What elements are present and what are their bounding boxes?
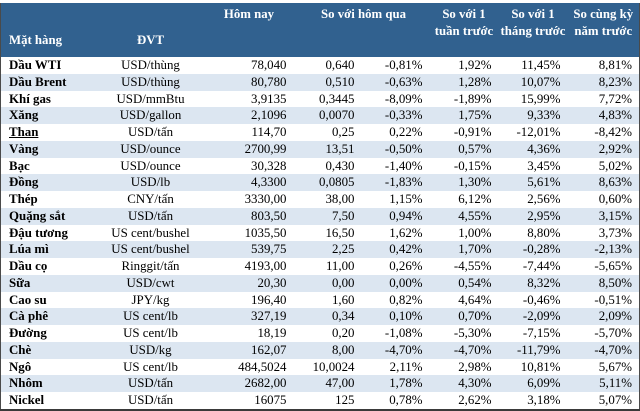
commodity-name-cell: Cà phê	[9, 309, 49, 324]
header-vs-week: So với 1 tuần trước	[430, 3, 499, 57]
day-change-cell: 11,00	[325, 259, 355, 274]
day-change-cell: 0,20	[331, 326, 355, 341]
week-pct-cell: -4,55%	[453, 259, 492, 274]
week-pct-cell: -4,70%	[453, 342, 492, 357]
commodity-name-cell: Sữa	[9, 275, 31, 290]
day-pct-cell: 0,22%	[389, 125, 423, 140]
year-pct-cell: 7,72%	[598, 91, 632, 106]
today-value-cell: 3,9135	[251, 91, 287, 106]
day-pct-cell: 1,78%	[389, 376, 423, 391]
commodity-name-cell: Đậu tương	[9, 225, 68, 240]
today-value-cell: 327,19	[251, 309, 287, 324]
day-change-cell: 0,3445	[319, 91, 355, 106]
day-change-cell: 0,430	[325, 158, 355, 173]
year-pct-cell: -0,51%	[594, 292, 632, 307]
header-vs-year: So cùng kỳ năm trước	[568, 3, 640, 57]
table-row	[1, 141, 640, 158]
header-vs-yesterday: So với hôm qua	[298, 3, 430, 57]
unit-cell: USD/gallon	[119, 108, 182, 123]
today-value-cell: 20,30	[257, 275, 287, 290]
table-row	[1, 208, 640, 225]
table-row	[1, 225, 640, 242]
month-pct-cell: -0,28%	[522, 242, 561, 257]
month-pct-cell: 9,33%	[527, 108, 561, 123]
week-pct-cell: 1,92%	[458, 58, 492, 73]
day-change-cell: 47,00	[325, 376, 355, 391]
week-pct-cell: 1,30%	[458, 175, 492, 190]
month-pct-cell: -7,15%	[522, 326, 561, 341]
year-pct-cell: 8,23%	[598, 74, 632, 89]
day-pct-cell: 0,00%	[389, 275, 423, 290]
week-pct-cell: 1,28%	[458, 74, 492, 89]
commodity-name-cell: Chè	[9, 342, 32, 357]
day-pct-cell: -1,83%	[384, 175, 423, 190]
commodity-name-cell: Ngô	[9, 359, 32, 374]
month-pct-cell: 2,56%	[527, 192, 561, 207]
day-pct-cell: 2,11%	[389, 359, 423, 374]
week-pct-cell: -5,30%	[453, 326, 492, 341]
day-change-cell: 38,00	[325, 192, 355, 207]
day-change-cell: 0,0805	[319, 175, 355, 190]
year-pct-cell: 3,73%	[598, 225, 632, 240]
day-change-cell: 0,0070	[319, 108, 355, 123]
commodity-name-cell: Dầu Brent	[9, 74, 67, 89]
year-pct-cell: 5,67%	[598, 359, 632, 374]
table-row	[1, 91, 640, 108]
day-change-cell: 16,50	[325, 225, 355, 240]
week-pct-cell: 4,55%	[458, 208, 492, 223]
day-pct-cell: -8,09%	[384, 91, 423, 106]
today-value-cell: 484,5024	[238, 359, 287, 374]
commodity-name-cell: Đường	[9, 326, 47, 341]
day-change-cell: 1,60	[331, 292, 355, 307]
commodity-name-cell	[1, 124, 101, 141]
today-value-cell: 78,040	[251, 58, 287, 73]
commodity-name-cell: Bạc	[9, 158, 30, 173]
day-pct-cell: -0,63%	[384, 74, 423, 89]
table-row	[1, 342, 640, 359]
table-row	[1, 174, 640, 191]
table-row	[1, 292, 640, 309]
commodity-name-cell: Nhôm	[9, 376, 43, 391]
table-body	[1, 57, 640, 410]
today-value-cell: 2700,99	[244, 141, 287, 156]
unit-cell: USD/thùng	[121, 58, 180, 73]
month-pct-cell: 11,45%	[521, 58, 561, 73]
table-row	[1, 258, 640, 275]
week-pct-cell: 0,54%	[458, 275, 492, 290]
unit-cell: USD/cwt	[126, 275, 175, 290]
day-change-cell: 0,34	[331, 309, 355, 324]
year-pct-cell: 0,60%	[598, 192, 632, 207]
month-pct-cell: -11,79%	[516, 342, 561, 357]
unit-cell: US cent/lb	[123, 359, 178, 374]
unit-cell: US cent/bushel	[111, 225, 190, 240]
month-pct-cell: 10,81%	[520, 359, 561, 374]
today-value-cell: 2,1096	[251, 108, 287, 123]
day-pct-cell: 0,94%	[389, 208, 423, 223]
table-header	[1, 3, 640, 57]
commodity-name-cell: Lúa mì	[9, 242, 49, 257]
day-pct-cell: -1,40%	[384, 158, 423, 173]
year-pct-cell: 4,83%	[598, 108, 632, 123]
day-change-cell: 10,0024	[312, 359, 355, 374]
unit-cell: CNY/tấn	[127, 192, 174, 207]
day-change-cell: 7,50	[331, 208, 355, 223]
day-change-cell: 8,00	[331, 342, 355, 357]
unit-cell: USD/kg	[129, 342, 172, 357]
day-pct-cell: 0,82%	[389, 292, 423, 307]
unit-cell: USD/lb	[130, 175, 171, 190]
day-pct-cell: 0,26%	[389, 259, 423, 274]
day-change-cell: 13,51	[325, 141, 355, 156]
month-pct-cell: -0,46%	[522, 292, 561, 307]
day-change-cell: 2,25	[331, 242, 355, 257]
today-value-cell: 4193,00	[244, 259, 287, 274]
commodity-name-cell: Khí gas	[9, 91, 51, 106]
day-pct-cell: -0,81%	[384, 58, 423, 73]
commodity-name-cell: Quặng sắt	[9, 208, 66, 223]
month-pct-cell: 2,95%	[527, 208, 561, 223]
unit-cell: USD/tấn	[127, 393, 174, 407]
week-pct-cell: 0,70%	[458, 309, 492, 324]
unit-cell: USD/tấn	[127, 208, 174, 223]
header-vs-month: So với 1 tháng trước	[499, 3, 568, 57]
commodity-name-cell: Dầu cọ	[9, 259, 48, 274]
day-pct-cell: -0,33%	[384, 108, 423, 123]
today-value-cell: 539,75	[251, 242, 287, 257]
commodity-price-table	[0, 3, 640, 411]
month-pct-cell: 10,07%	[520, 74, 561, 89]
commodity-name-cell: Dầu WTI	[9, 58, 62, 73]
table-row	[1, 275, 640, 292]
commodity-name-cell: Cao su	[9, 292, 47, 307]
day-pct-cell: -1,08%	[384, 326, 423, 341]
today-value-cell: 196,40	[251, 292, 287, 307]
commodity-name-cell: Nickel	[9, 393, 45, 407]
commodity-name-cell: Thép	[9, 192, 38, 207]
month-pct-cell: 8,80%	[527, 225, 561, 240]
header-row	[1, 3, 640, 57]
week-pct-cell: -1,89%	[453, 91, 492, 106]
today-value-cell: 80,780	[251, 74, 287, 89]
month-pct-cell: 3,45%	[527, 158, 561, 173]
week-pct-cell: -0,91%	[453, 125, 492, 140]
week-pct-cell: 1,70%	[458, 242, 492, 257]
table-row	[1, 191, 640, 208]
unit-cell: Ringgit/tấn	[121, 259, 180, 274]
week-pct-cell: 1,00%	[458, 225, 492, 240]
year-pct-cell: 5,11%	[599, 376, 632, 391]
header-today: Hôm nay	[201, 3, 298, 57]
week-pct-cell: 2,62%	[458, 393, 492, 407]
month-pct-cell: 5,61%	[527, 175, 561, 190]
table-row	[1, 107, 640, 124]
unit-cell: USD/tấn	[127, 125, 174, 140]
year-pct-cell: -2,13%	[594, 242, 632, 257]
week-pct-cell: 6,12%	[458, 192, 492, 207]
header-commodity: Mặt hàng	[1, 3, 101, 57]
table-row	[1, 325, 640, 342]
commodity-name-cell: Xăng	[9, 108, 39, 123]
week-pct-cell: 4,64%	[458, 292, 492, 307]
today-value-cell: 2682,00	[244, 376, 287, 391]
year-pct-cell: -5,70%	[594, 326, 632, 341]
commodity-name-cell: Vàng	[9, 141, 39, 156]
unit-cell: US cent/bushel	[111, 242, 190, 257]
week-pct-cell: 1,75%	[458, 108, 492, 123]
day-change-cell: 0,25	[331, 125, 355, 140]
unit-cell: USD/tấn	[127, 376, 174, 391]
month-pct-cell: 6,09%	[527, 376, 561, 391]
commodity-link[interactable]: Than	[9, 125, 39, 140]
today-value-cell: 16075	[254, 393, 287, 407]
year-pct-cell: -4,70%	[594, 342, 632, 357]
year-pct-cell: 8,50%	[598, 275, 632, 290]
day-pct-cell: -4,70%	[384, 342, 423, 357]
today-value-cell: 1035,50	[244, 225, 287, 240]
today-value-cell: 30,328	[251, 158, 287, 173]
today-value-cell: 803,50	[251, 208, 287, 223]
year-pct-cell: 5,07%	[598, 393, 632, 407]
year-pct-cell: 8,63%	[598, 175, 632, 190]
table-row	[1, 124, 640, 141]
month-pct-cell: -7,44%	[522, 259, 561, 274]
day-change-cell: 0,510	[325, 74, 355, 89]
month-pct-cell: 3,18%	[527, 393, 561, 407]
day-change-cell: 125	[335, 393, 355, 407]
day-change-cell: 0,00	[331, 275, 355, 290]
day-pct-cell: 1,62%	[389, 225, 423, 240]
table-row	[1, 74, 640, 91]
day-pct-cell: -0,50%	[384, 141, 423, 156]
month-pct-cell: -12,01%	[516, 125, 561, 140]
week-pct-cell: 2,98%	[458, 359, 492, 374]
month-pct-cell: -2,09%	[522, 309, 561, 324]
unit-cell: USD/ounce	[120, 158, 181, 173]
table-row	[1, 57, 640, 74]
day-pct-cell: 0,10%	[389, 309, 423, 324]
today-value-cell: 18,19	[257, 326, 287, 341]
day-pct-cell: 1,15%	[389, 192, 423, 207]
year-pct-cell: 2,92%	[598, 141, 632, 156]
year-pct-cell: -5,65%	[594, 259, 632, 274]
table-row	[1, 308, 640, 325]
today-value-cell: 3330,00	[244, 192, 287, 207]
table-row	[1, 241, 640, 258]
today-value-cell: 114,70	[251, 125, 287, 140]
commodity-name-cell: Đồng	[9, 175, 39, 190]
table-row	[1, 359, 640, 376]
month-pct-cell: 15,99%	[520, 91, 561, 106]
month-pct-cell: 4,36%	[527, 141, 561, 156]
unit-cell: USD/thùng	[121, 74, 180, 89]
unit-cell: US cent/lb	[123, 309, 178, 324]
unit-cell: US cent/lb	[123, 326, 178, 341]
unit-cell: USD/ounce	[120, 141, 181, 156]
week-pct-cell: -0,15%	[453, 158, 492, 173]
unit-cell: USD/mmBtu	[116, 91, 185, 106]
today-value-cell: 162,07	[251, 342, 287, 357]
day-pct-cell: 0,78%	[389, 393, 423, 407]
unit-cell: JPY/kg	[131, 292, 170, 307]
week-pct-cell: 4,30%	[458, 376, 492, 391]
day-pct-cell: 0,42%	[389, 242, 423, 257]
year-pct-cell: 3,15%	[598, 208, 632, 223]
month-pct-cell: 8,32%	[527, 275, 561, 290]
table-row	[1, 158, 640, 175]
week-pct-cell: 0,57%	[458, 141, 492, 156]
year-pct-cell: 2,09%	[598, 309, 632, 324]
year-pct-cell: 8,81%	[598, 58, 632, 73]
today-value-cell: 4,3300	[251, 175, 287, 190]
year-pct-cell: 5,02%	[598, 158, 632, 173]
day-change-cell: 0,640	[325, 58, 355, 73]
table-row	[1, 375, 640, 392]
header-unit: ĐVT	[101, 3, 201, 57]
year-pct-cell: -8,42%	[594, 125, 632, 140]
table-row	[1, 392, 640, 410]
